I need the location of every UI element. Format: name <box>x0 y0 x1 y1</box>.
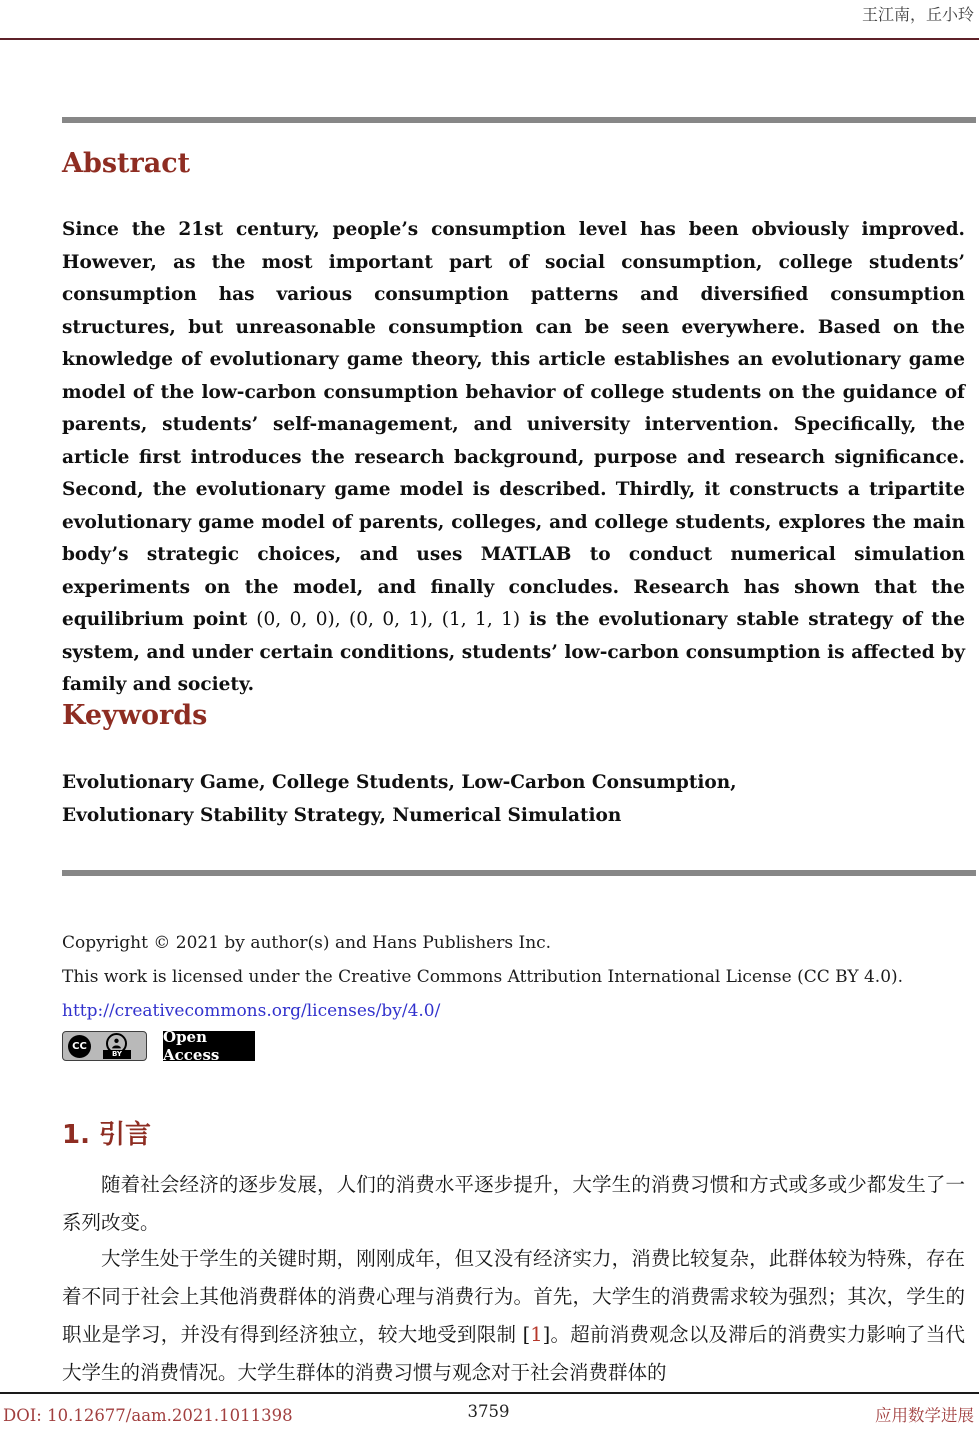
keywords-bottom-divider <box>62 870 976 876</box>
abstract-text-before-math: Since the 21st century, people’s consumption level has been obviously improved. However, as the most important part of social consumption, college students’ consumption has various consumption patterns and diversified consumption structures, but unreasonable consumption can be seen everywhere. Based on the knowledge of evolutionary game theory, this article establishes an evolutionary game model of the low-carbon consumption behavior of college students on the guidance of parents, students’ self-management, and university intervention. Specifically, the article first introduces the research background, purpose and research significance. Second, the evolutionary game model is described. Thirdly, it constructs a tripartite evolutionary game model of parents, colleges, and college students, explores the main body’s strategic choices, and uses MATLAB to conduct numerical simulation experiments on the model, and finally concludes. Research has shown that the equilibrium point <box>62 219 965 630</box>
license-badges-row <box>62 1028 255 1064</box>
header-authors: 王江南，丘小玲 <box>861 5 974 24</box>
intro-paragraph-2 <box>62 1240 965 1392</box>
creative-commons-icon: CC <box>68 1035 91 1058</box>
open-access-badge: Open Access <box>163 1031 255 1061</box>
equilibrium-points-math: (0, 0, 0), (0, 0, 1), (1, 1, 1) <box>256 609 521 630</box>
section-1-heading: 1. 引言 <box>62 1120 152 1150</box>
footer-rule <box>0 1392 979 1394</box>
footer-journal-name: 应用数学进展 <box>875 1406 974 1425</box>
keywords-heading: Keywords <box>62 700 208 731</box>
license-block <box>62 926 965 1028</box>
citation-close-bracket: ] <box>542 1323 551 1346</box>
copyright-line: Copyright © 2021 by author(s) and Hans Publishers Inc. <box>62 933 552 953</box>
keywords-line-1: Evolutionary Game, College Students, Low-Carbon Consumption, <box>62 772 737 793</box>
footer <box>3 1402 974 1426</box>
abstract-body <box>62 214 965 702</box>
intro-paragraph-2-text-continued: 。超前消费观念以及滞后的消费实力影响了当代大学生的消费情况。大学生群体的消费习惯与观念对于社会消费群体的 <box>62 1323 965 1384</box>
citation-1-link[interactable]: 1 <box>530 1323 543 1346</box>
abstract-top-divider <box>62 117 976 123</box>
keywords-body <box>62 766 965 832</box>
keywords-line-2: Evolutionary Stability Strategy, Numerical Simulation <box>62 805 622 826</box>
by-label: BY <box>103 1050 131 1059</box>
abstract-heading: Abstract <box>62 148 191 179</box>
cc-by-badge <box>62 1031 147 1061</box>
intro-paragraph-2-text: 大学生处于学生的关键时期，刚刚成年，但又没有经济实力，消费比较复杂，此群体较为特殊，存在着不同于社会上其他消费群体的消费心理与消费行为。首先，大学生的消费需求较为强烈；其次，学生的职业是学习，并没有得到经济独立，较大地受到限制 [ <box>62 1247 965 1346</box>
footer-page-number: 3759 <box>467 1402 510 1421</box>
footer-doi: DOI: 10.12677/aam.2021.1011398 <box>3 1406 293 1425</box>
abstract-text-after-math: is the evolutionary stable strategy of the system, and under certain conditions, students’ low-carbon consumption is affected by family and society. <box>62 609 966 695</box>
license-line: This work is licensed under the Creative Commons Attribution International License (CC BY 4.0). <box>62 967 904 987</box>
license-url-link[interactable]: http://creativecommons.org/licenses/by/4.0/ <box>62 1001 441 1021</box>
header-rule <box>0 38 979 40</box>
intro-paragraph-1: 随着社会经济的逐步发展，人们的消费水平逐步提升，大学生的消费习惯和方式或多或少都发生了一系列改变。 <box>62 1173 965 1234</box>
